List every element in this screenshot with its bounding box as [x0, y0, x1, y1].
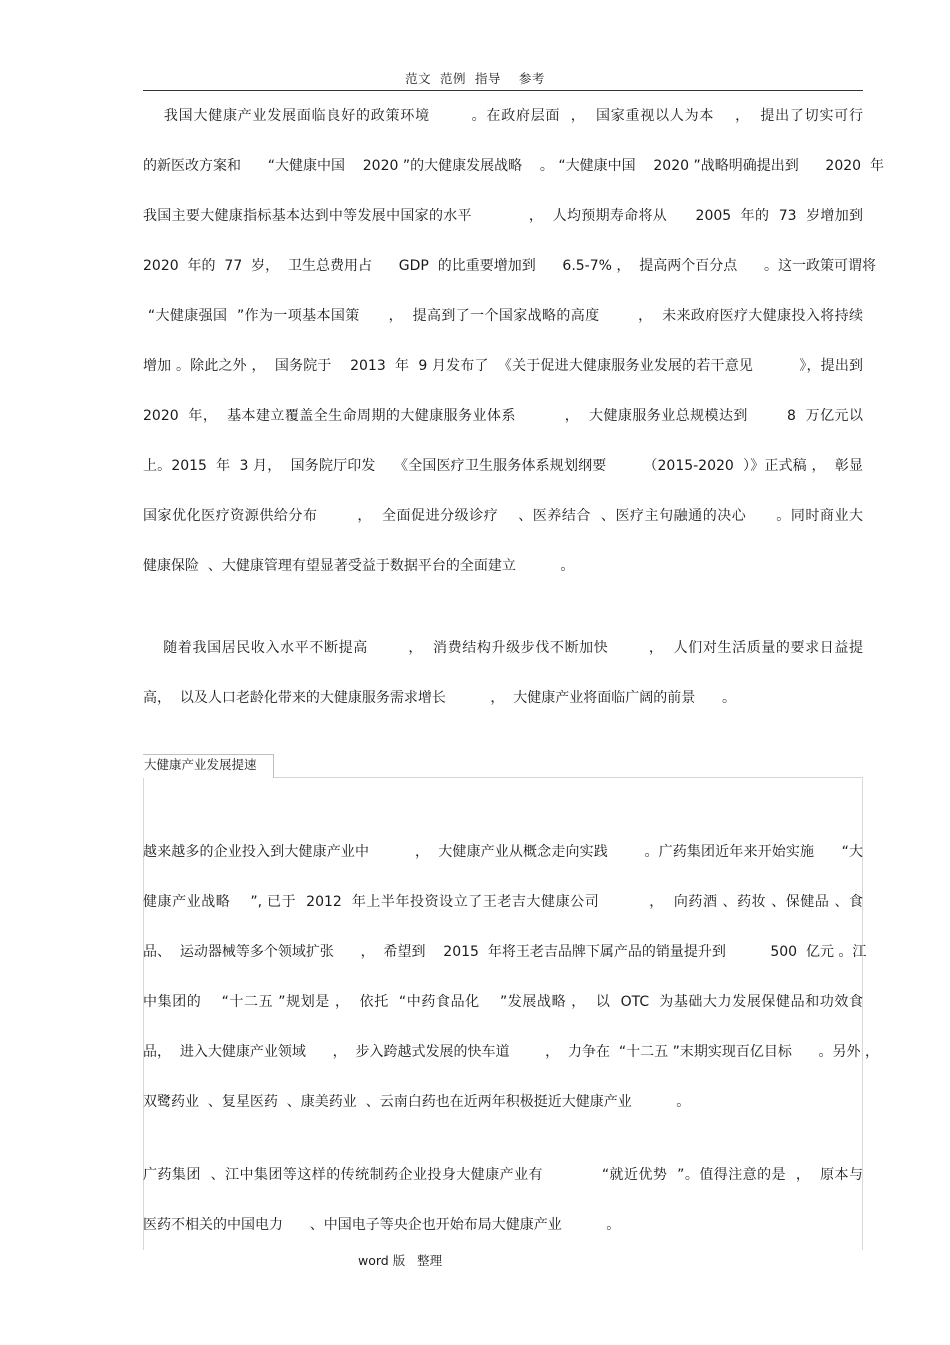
paragraph-line: 我国大健康产业发展面临良好的政策环境 。在政府层面 ， 国家重视以人为本 ， 提出了切实可行 [143, 108, 863, 124]
paragraph-line: 的新医改方案和 “大健康中国 2020 ”的大健康发展战略 。 “大健康中国 2020 ”战略明确提出到 2020 年 [143, 158, 884, 174]
paragraph-line: 健康保险 、大健康管理有望显著受益于数据平台的全面建立 。 [143, 558, 575, 574]
paragraph-line: 2020 年， 基本建立覆盖全生命周期的大健康服务业体系 ， 大健康服务业总规模达到 8 万亿元以 [143, 408, 863, 424]
paragraph-line: 品， 进入大健康产业领域 ， 步入跨越式发展的快车道 ， 力争在 “十二五 ”末期实现百亿目标 。另外 ， [143, 1044, 880, 1060]
paragraph-line: 我国主要大健康指标基本达到中等发展中国家的水平 ， 人均预期寿命将从 2005 年的 73 岁增加到 [143, 208, 863, 224]
paragraph-line: 高， 以及人口老龄化带来的大健康服务需求增长 ， 大健康产业将面临广阔的前景 。 [143, 690, 737, 706]
page-footer: word 版 整理 [358, 1253, 443, 1268]
paragraph-line: 2020 年的 77 岁， 卫生总费用占 GDP 的比重要增加到 6.5-7% ， 提高两个百分点 。这一政策可谓将 [143, 258, 876, 274]
paragraph-line: 广药集团 、江中集团等这样的传统制药企业投身大健康产业有 “就近优势 ”。值得注意的是 ， 原本与 [143, 1167, 863, 1183]
section-border-top [274, 777, 863, 778]
paragraph-line: 上。2015 年 3 月， 国务院厅印发 《全国医疗卫生服务体系规划纲要 （2015-2020 ）》正式稿 ， 彰显 [143, 458, 863, 474]
paragraph-line: 增加 。除此之外 ， 国务院于 2013 年 9 月发布了 《关于促进大健康服务业发展的若干意见 》，提出到 [143, 358, 863, 374]
paragraph-line: 双鹭药业 、复星医药 、康美药业 、云南白药也在近两年积极挺近大健康产业 。 [143, 1094, 691, 1110]
header-text: 范文 范例 指导 参考 [405, 71, 545, 86]
paragraph-line: 健康产业战略 ”, 已于 2012 年上半年投资设立了王老吉大健康公司 ， 向药酒 、药妆 、保健品 、食 [143, 894, 863, 910]
paragraph-line: “大健康强国 ”作为一项基本国策 ， 提高到了一个国家战略的高度 ， 未来政府医疗大健康投入将持续 [143, 308, 863, 324]
paragraph-line: 越来越多的企业投入到大健康产业中 ， 大健康产业从概念走向实践 。广药集团近年来开始实施 “大 [143, 844, 863, 860]
paragraph-line: 随着我国居民收入水平不断提高 ， 消费结构升级步伐不断加快 ， 人们对生活质量的要求日益提 [143, 640, 863, 656]
paragraph-line: 中集团的 “十二五 ”规划是 ， 依托 “中药食品化 ”发展战略 ， 以 OTC 为基础大力发展保健品和功效食 [143, 994, 863, 1010]
section-title: 大健康产业发展提速 [143, 754, 274, 778]
paragraph-line: 医药不相关的中国电力 、中国电子等央企也开始布局大健康产业 。 [143, 1217, 621, 1233]
header-divider [143, 90, 863, 91]
paragraph-line: 品、 运动器械等多个领域扩张 ， 希望到 2015 年将王老吉品牌下属产品的销量提升到 500 亿元 。江 [143, 944, 867, 960]
paragraph-line: 国家优化医疗资源供给分布 ， 全面促进分级诊疗 、医养结合 、医疗主句融通的决心 。同时商业大 [143, 508, 863, 524]
